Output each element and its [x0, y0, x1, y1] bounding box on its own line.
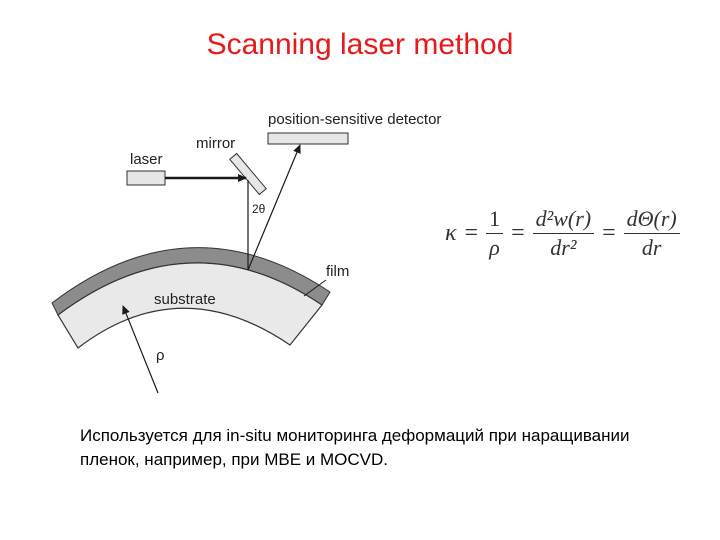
slide-title: Scanning laser method	[206, 28, 514, 61]
fraction-angle-derivative	[624, 207, 680, 258]
angle-label: 2θ	[252, 202, 266, 216]
second-derivative-numerator: d²w(r)	[533, 207, 594, 233]
mirror-label: mirror	[196, 135, 236, 152]
equals-sign-1: =	[464, 219, 479, 246]
equals-sign-2: =	[511, 219, 525, 246]
fraction-numerator: 1	[486, 207, 503, 233]
fraction-second-derivative	[533, 207, 594, 258]
radius-label: ρ	[156, 347, 165, 364]
radius-arrow	[123, 306, 158, 393]
film-label: film	[326, 263, 350, 280]
equals-sign-3: =	[602, 219, 616, 246]
angle-derivative-numerator: dΘ(r)	[624, 207, 680, 233]
slide-caption: Используется для in-situ мониторинга деформаций при наращивании пленок, например, при MBE и MOCVD.	[80, 426, 630, 469]
detector-box	[268, 133, 348, 144]
fraction-denominator: ρ	[489, 234, 500, 260]
substrate-label: substrate	[154, 291, 216, 308]
fraction-one-over-rho	[486, 207, 503, 258]
second-derivative-denominator: dr²	[550, 234, 577, 260]
curvature-formula	[445, 202, 680, 264]
kappa-symbol: κ	[445, 219, 457, 246]
angle-derivative-denominator: dr	[641, 234, 662, 260]
detector-label: position-sensitive detector	[268, 111, 442, 128]
laser-label: laser	[130, 151, 163, 168]
laser-box	[127, 171, 165, 185]
